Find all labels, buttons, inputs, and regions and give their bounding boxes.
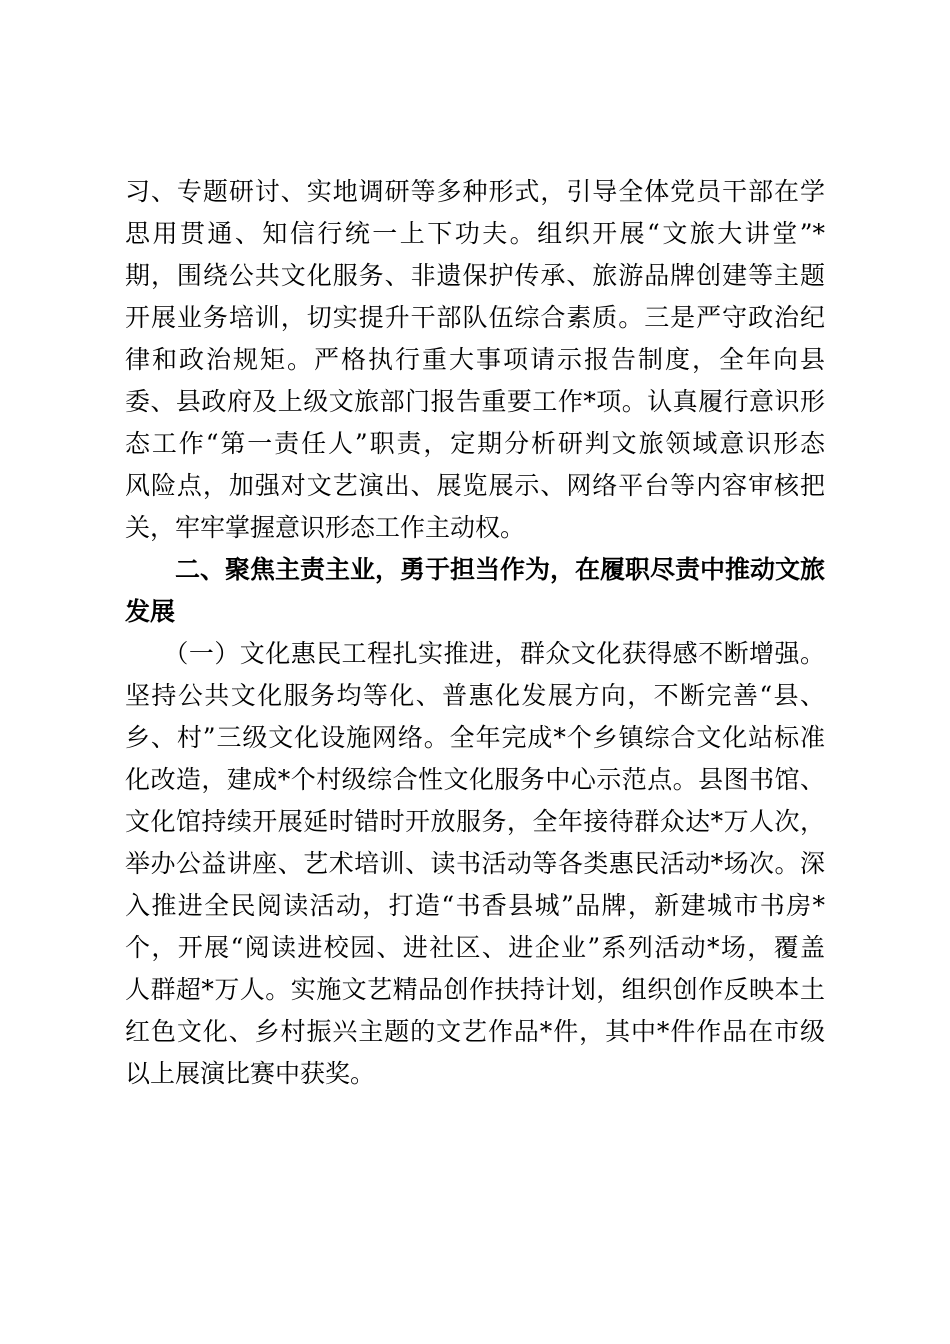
section-heading (125, 549, 825, 633)
text-line: 红色文化、乡村振兴主题的文艺作品*件，其中*件作品在市级 (125, 1017, 825, 1046)
text-line: （一）文化惠民工程扎实推进，群众文化获得感不断增强。 (125, 639, 825, 668)
text-line: 人群超*万人。实施文艺精品创作扶持计划，组织创作反映本土 (125, 975, 825, 1004)
text-line: 期，围绕公共文化服务、非遗保护传承、旅游品牌创建等主题 (125, 261, 825, 290)
heading-line: 发展 (125, 597, 176, 626)
text-line: 乡、村”三级文化设施网络。全年完成*个乡镇综合文化站标准 (125, 723, 825, 752)
text-line: 以上展演比赛中获奖。 (125, 1059, 376, 1088)
heading-line: 二、聚焦主责主业，勇于担当作为，在履职尽责中推动文旅 (125, 555, 826, 584)
text-line: 律和政治规矩。严格执行重大事项请示报告制度，全年向县 (125, 345, 825, 374)
text-line: 化改造，建成*个村级综合性文化服务中心示范点。县图书馆、 (125, 765, 825, 794)
text-line: 习、专题研讨、实地调研等多种形式，引导全体党员干部在学 (125, 177, 825, 206)
text-line: 个，开展“阅读进校园、进社区、进企业”系列活动*场，覆盖 (125, 933, 825, 962)
text-line: 思用贯通、知信行统一上下功夫。组织开展“文旅大讲堂”* (125, 219, 825, 248)
paragraph-political-discipline (125, 171, 825, 549)
text-line: 举办公益讲座、艺术培训、读书活动等各类惠民活动*场次。深 (125, 849, 825, 878)
text-line: 坚持公共文化服务均等化、普惠化发展方向，不断完善“县、 (125, 681, 825, 710)
text-line: 态工作“第一责任人”职责，定期分析研判文旅领域意识形态 (125, 429, 825, 458)
document-page (125, 171, 825, 1095)
text-line: 文化馆持续开展延时错时开放服务，全年接待群众达*万人次， (125, 807, 825, 836)
paragraph-cultural-benefit (125, 633, 825, 1095)
text-line: 关，牢牢掌握意识形态工作主动权。 (125, 513, 526, 542)
text-line: 委、县政府及上级文旅部门报告重要工作*项。认真履行意识形 (125, 387, 825, 416)
text-line: 风险点，加强对文艺演出、展览展示、网络平台等内容审核把 (125, 471, 825, 500)
text-line: 开展业务培训，切实提升干部队伍综合素质。三是严守政治纪 (125, 303, 825, 332)
text-line: 入推进全民阅读活动，打造“书香县城”品牌，新建城市书房* (125, 891, 825, 920)
